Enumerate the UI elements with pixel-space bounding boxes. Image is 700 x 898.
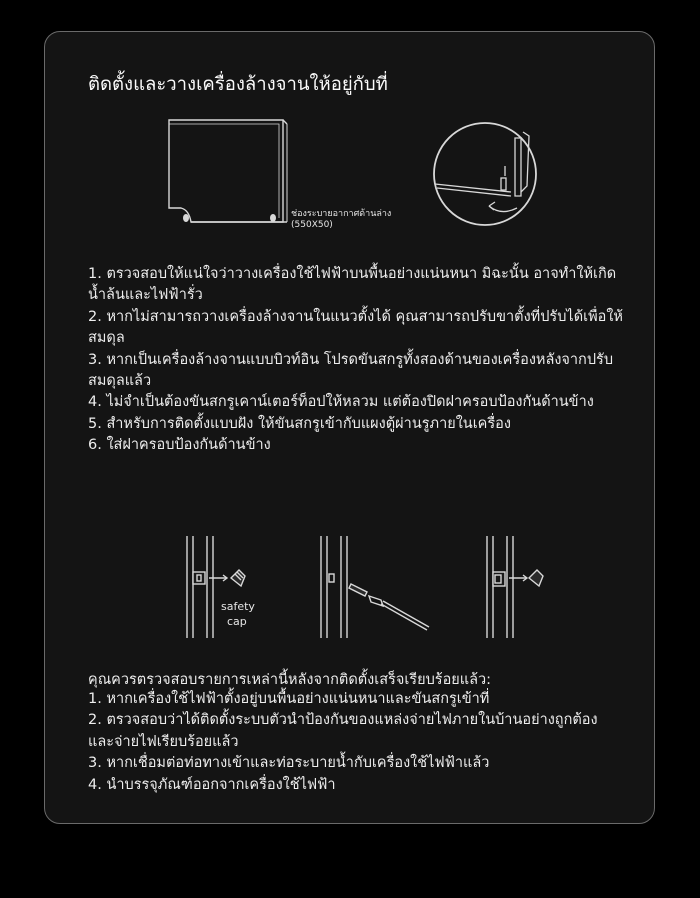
safety-cap-label: safety	[221, 600, 255, 613]
adjustable-foot-icon	[501, 178, 506, 190]
step-4: 4. ไม่จำเป็นต้องขันสกรูเคาน์เตอร์ท็อปให้หลวม แต่ต้องปิดฝาครอบป้องกันด้านข้าง	[88, 394, 594, 411]
dishwasher-vent-diagram	[163, 112, 423, 242]
cabinet-edge	[435, 184, 511, 192]
front-foot-icon	[183, 214, 189, 222]
check-4: 4. นำบรรจุภัณฑ์ออกจากเครื่องใช้ไฟฟ้า	[88, 776, 336, 793]
leveling-detail-circle	[431, 120, 541, 230]
step-1: 1. ตรวจสอบให้แน่ใจว่าวางเครื่องใช้ไฟฟ้าบนพื้นอย่างแน่นหนา มิฉะนั้น อาจทำให้เกิด น้ำล้นและไฟฟ้ารั่ว	[88, 266, 617, 304]
vent-label: ช่องระบายอากาศด้านล่าง	[291, 209, 392, 219]
check-3: 3. หากเชื่อมต่อท่อทางเข้าและท่อระบายน้ำกับเครื่องใช้ไฟฟ้าแล้ว	[88, 755, 490, 772]
dishwasher-outline	[169, 120, 283, 222]
page-title: ติดตั้งและวางเครื่องล้างจานให้อยู่กับที่	[88, 74, 388, 95]
step-3: 3. หากเป็นเครื่องล้างจานแบบบิวท์อิน โปรดขันสกรูทั้งสองด้านของเครื่องหลังจากปรับ สมดุลแล้ว	[88, 351, 614, 390]
installation-steps	[88, 264, 643, 457]
vent-size-label: (550X50)	[291, 220, 333, 230]
step-5: 5. สำหรับการติดตั้งแบบฝัง ให้ขันสกรูเข้ากับแผงตู้ผ่านรูภายในเครื่อง	[88, 415, 511, 432]
instruction-card	[44, 31, 655, 824]
step-2: 2. หากไม่สามารถวางเครื่องล้างจานในแนวตั้งได้ คุณสามารถปรับขาตั้งที่ปรับได้เพื่อให้ สมดุล	[88, 308, 623, 347]
post-install-checklist	[88, 689, 643, 796]
safety-cap-label-2: cap	[227, 615, 247, 628]
check-2: 2. ตรวจสอบว่าได้ติดตั้งระบบตัวนำป้องกันของแหล่งจ่ายไฟภายในบ้านอย่างถูกต้อง และจ่ายไฟเรียบร้อยแล้ว	[88, 712, 598, 750]
safety-cap-diagram-2	[317, 534, 435, 642]
rear-foot-icon	[270, 214, 276, 222]
safety-cap-icon-2	[529, 570, 543, 586]
check-1: 1. หากเครื่องใช้ไฟฟ้าตั้งอยู่บนพื้นอย่างแน่นหนาและขันสกรูเข้าที่	[88, 691, 490, 707]
step-6: 6. ใส่ฝาครอบป้องกันด้านข้าง	[88, 437, 271, 454]
safety-cap-diagram-3	[483, 534, 563, 642]
appliance-side-panel	[515, 138, 521, 196]
safety-cap-diagram-1	[183, 534, 263, 642]
checklist-intro: คุณควรตรวจสอบรายการเหล่านี้หลังจากติดตั้งเสร็จเรียบร้อยแล้ว:	[88, 672, 492, 688]
screw-hole-icon	[193, 572, 205, 584]
screw-icon	[349, 584, 367, 596]
